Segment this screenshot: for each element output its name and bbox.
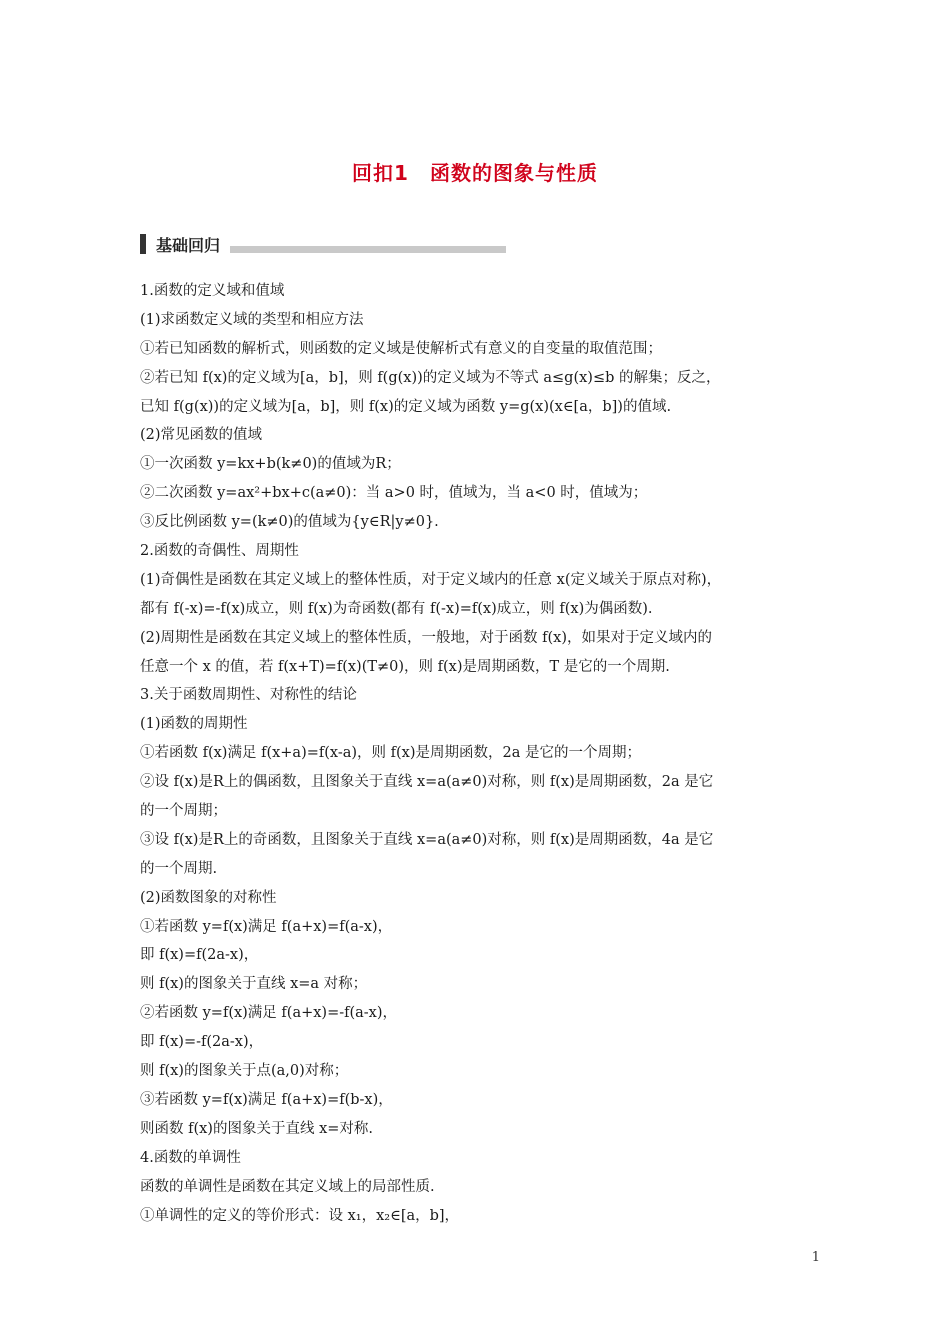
text-line: (2)函数图象的对称性 (140, 889, 277, 906)
text-line: ②设 f(x)是R上的偶函数，且图象关于直线 x=a(a≠0)对称，则 f(x)是周期函数，2a 是它 (140, 774, 714, 791)
text-line: 都有 f(-x)=-f(x)成立，则 f(x)为奇函数(都有 f(-x)=f(x)成立，则 f(x)为偶函数). (140, 600, 653, 617)
text-line: 3.关于函数周期性、对称性的结论 (140, 687, 357, 704)
document-body (140, 277, 820, 1230)
text-line: ②若已知 f(x)的定义域为[a，b]，则 f(g(x))的定义域为不等式 a≤g(x)≤b 的解集；反之， (140, 369, 721, 386)
text-line: (2)周期性是函数在其定义域上的整体性质，一般地，对于函数 f(x)，如果对于定义域内的 (140, 629, 713, 646)
text-line: ①若已知函数的解析式，则函数的定义域是使解析式有意义的自变量的取值范围； (140, 340, 662, 357)
text-line: 已知 f(g(x))的定义域为[a，b]，则 f(x)的定义域为函数 y=g(x)(x∈[a，b])的值域. (140, 398, 672, 415)
text-line: ②若函数 y=f(x)满足 f(a+x)=-f(a-x)， (140, 1005, 398, 1022)
text-line: ①若函数 y=f(x)满足 f(a+x)=f(a-x)， (140, 918, 393, 935)
section-divider-line (230, 246, 506, 253)
text-line: (2)常见函数的值域 (140, 427, 263, 444)
text-line: ③反比例函数 y=(k≠0)的值域为{y∈R|y≠0}. (140, 514, 439, 531)
page-number: 1 (811, 1250, 820, 1265)
text-line: 则 f(x)的图象关于点(a,0)对称； (140, 1063, 349, 1080)
text-line: ①若函数 f(x)满足 f(x+a)=f(x-a)，则 f(x)是周期函数，2a 是它的一个周期； (140, 745, 641, 762)
text-line: 任意一个 x 的值，若 f(x+T)=f(x)(T≠0)，则 f(x)是周期函数，T 是它的一个周期. (140, 658, 670, 675)
text-line: 的一个周期. (140, 860, 218, 877)
text-line: ①单调性的定义的等价形式：设 x₁，x₂∈[a，b]， (140, 1207, 460, 1224)
text-line: (1)函数的周期性 (140, 716, 248, 733)
text-line: 即 f(x)=-f(2a-x)， (140, 1034, 264, 1051)
text-line: ②二次函数 y=ax²+bx+c(a≠0)：当 a>0 时，值域为，当 a<0 时，值域为； (140, 485, 648, 502)
text-line: 2.函数的奇偶性、周期性 (140, 543, 299, 560)
text-line: (1)奇偶性是函数在其定义域上的整体性质，对于定义域内的任意 x(定义域关于原点对称)， (140, 571, 722, 588)
text-line: 则 f(x)的图象关于直线 x=a 对称； (140, 976, 368, 993)
text-line: (1)求函数定义域的类型和相应方法 (140, 311, 364, 328)
text-line: 即 f(x)=f(2a-x)， (140, 947, 259, 964)
page-title: 回扣1 函数的图象与性质 (352, 161, 598, 185)
text-line: 4.函数的单调性 (140, 1149, 241, 1166)
section-bar-decoration (140, 234, 146, 254)
text-line: 则函数 f(x)的图象关于直线 x=对称. (140, 1120, 374, 1137)
text-line: 的一个周期； (140, 803, 227, 820)
text-line: ①一次函数 y=kx+b(k≠0)的值域为R； (140, 456, 401, 473)
text-line: 函数的单调性是函数在其定义域上的局部性质. (140, 1178, 435, 1195)
section-label: 基础回归 (156, 235, 221, 255)
text-line: ③设 f(x)是R上的奇函数，且图象关于直线 x=a(a≠0)对称，则 f(x)是周期函数，4a 是它 (140, 831, 714, 848)
section-header (140, 232, 506, 256)
text-line: ③若函数 y=f(x)满足 f(a+x)=f(b-x)， (140, 1091, 393, 1108)
text-line: 1.函数的定义域和值域 (140, 283, 285, 299)
